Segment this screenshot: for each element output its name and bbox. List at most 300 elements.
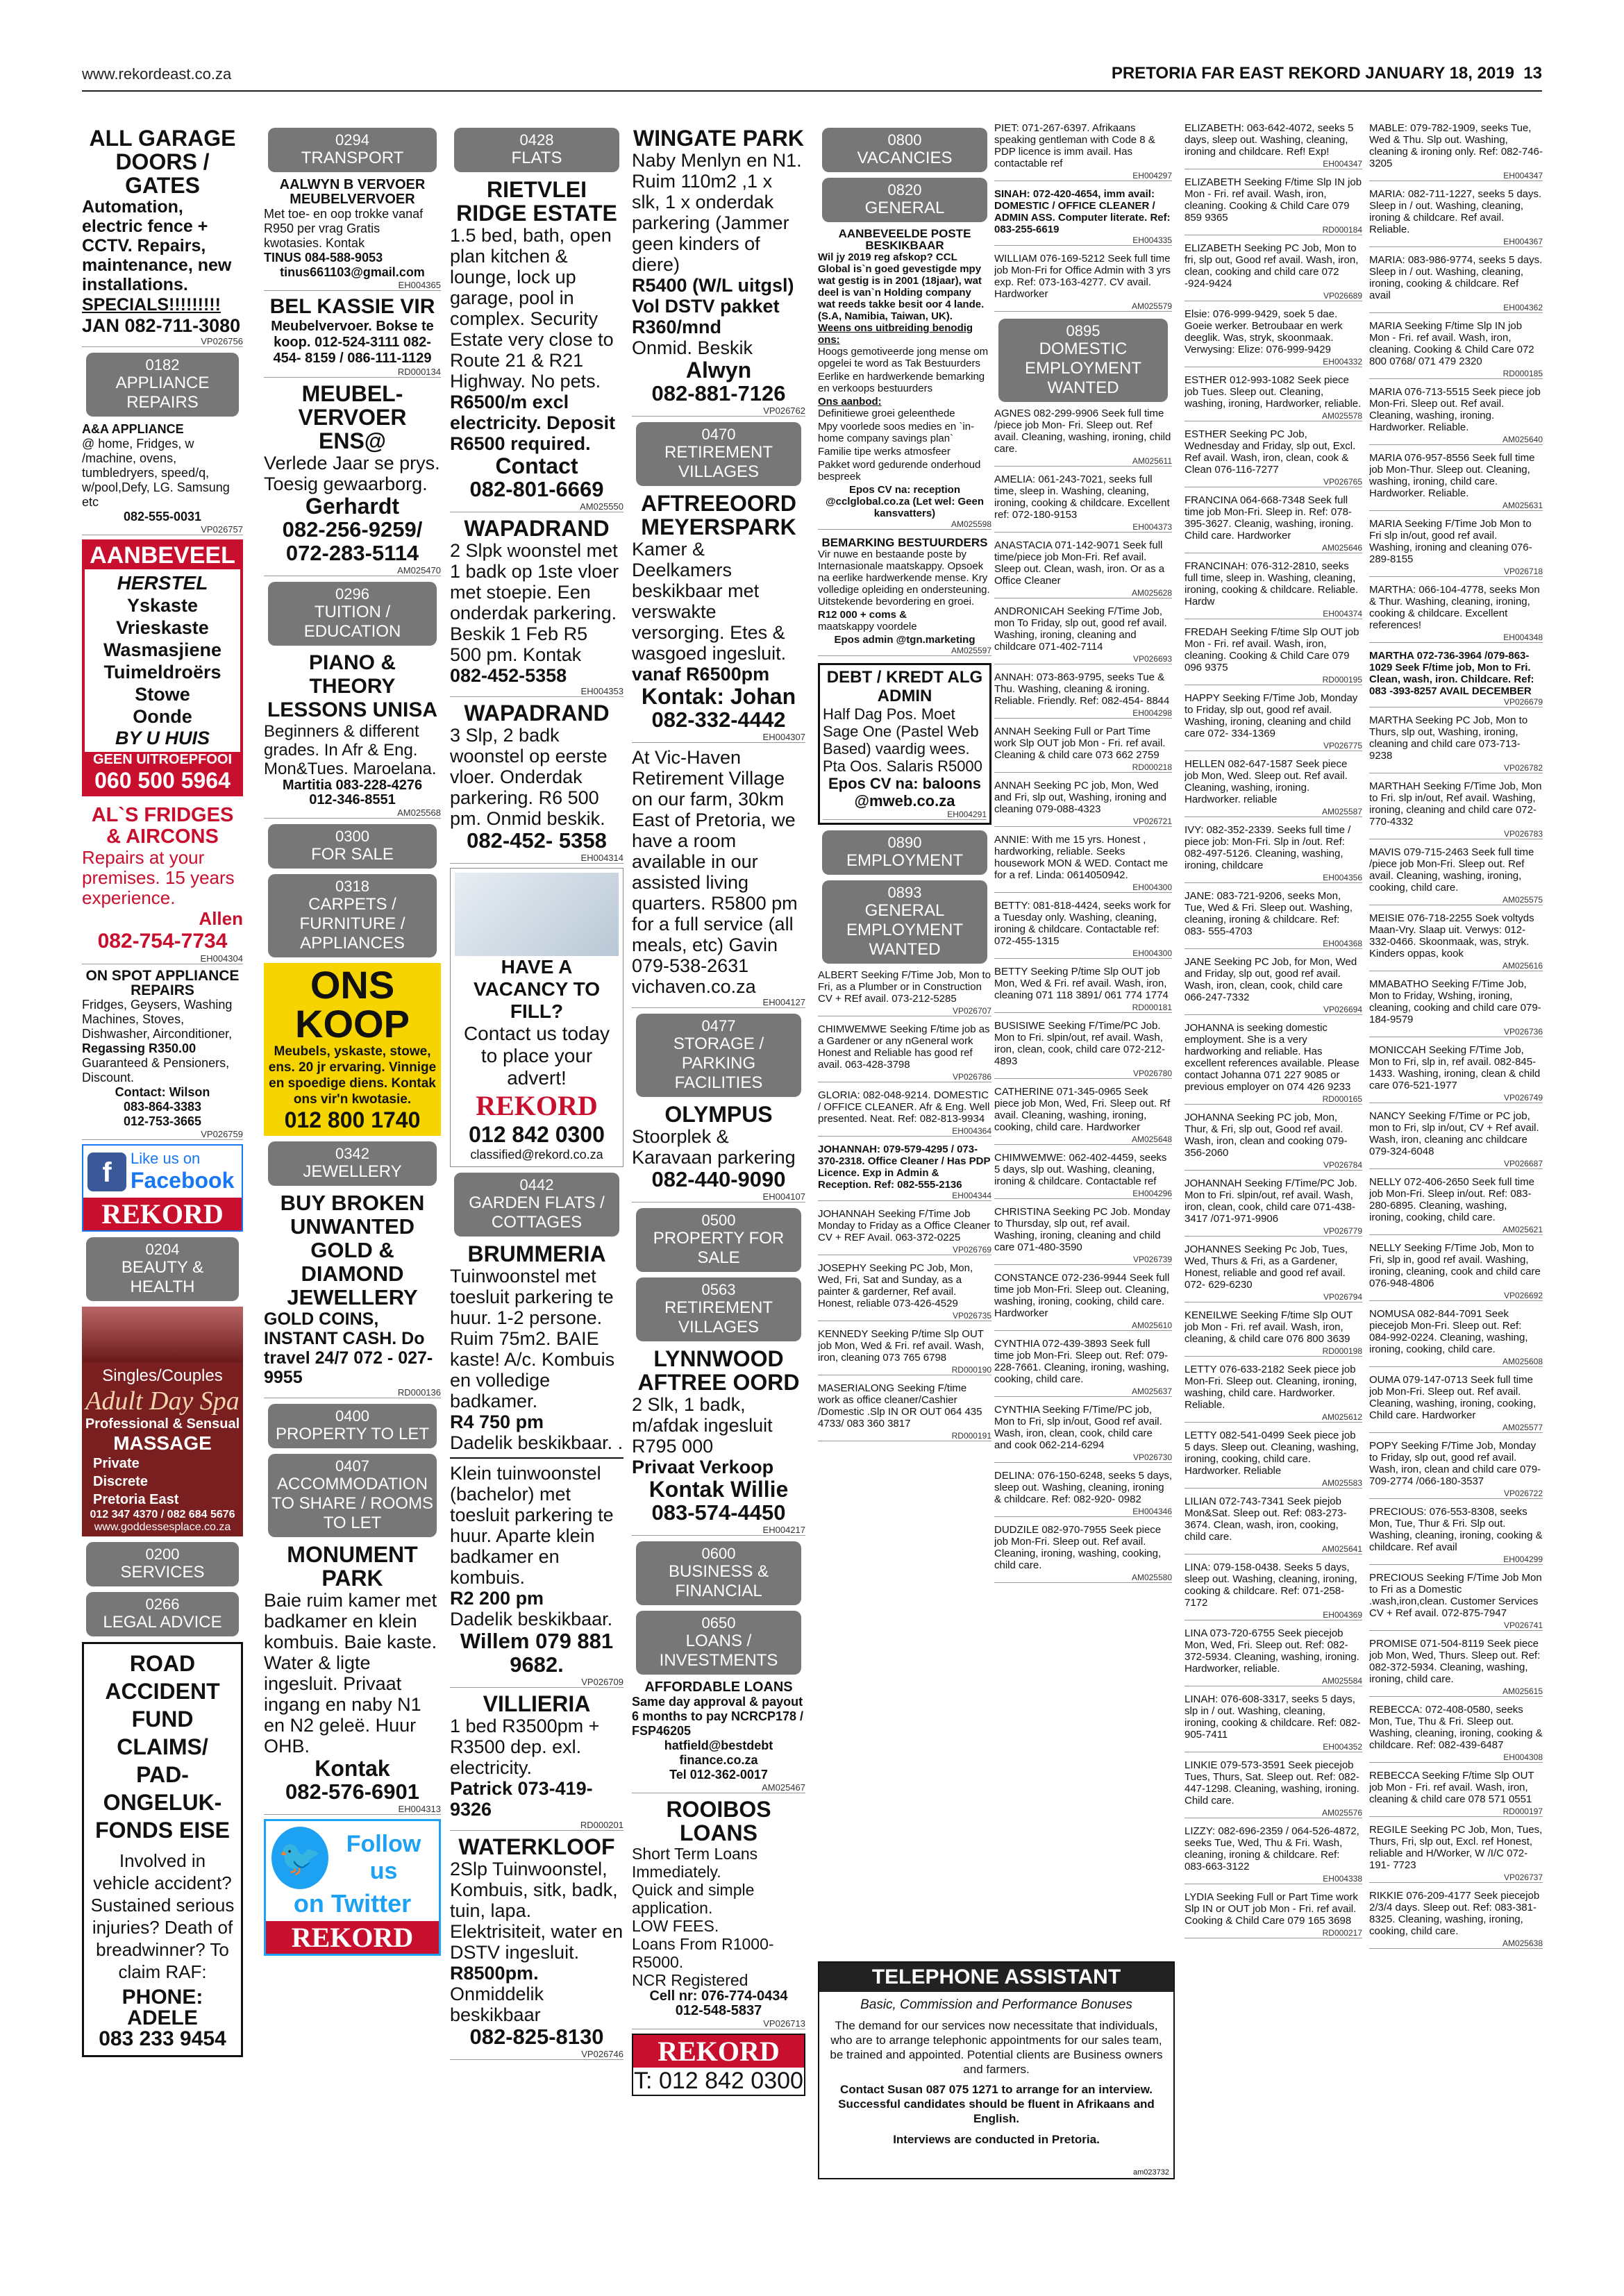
ad-name: Gerhardt bbox=[305, 494, 400, 519]
classified-ad bbox=[1184, 308, 1362, 367]
ad-text: LYDIA Seeking Full or Part Time work Slp IN or OUT job Mon - Fri. ref avail. Cooking & Child Care 079 165 3698 bbox=[1184, 1891, 1358, 1927]
ad-phone: Tel 012-362-0017 bbox=[669, 1768, 768, 1782]
ad-ref: RD000185 bbox=[1369, 369, 1543, 379]
ad-phone: 012-548-5837 bbox=[675, 2003, 762, 2018]
ad-phone: 082-452- 5358 bbox=[467, 828, 607, 853]
tab-0266[interactable] bbox=[86, 1592, 239, 1636]
tab-label: PROPERTY TO LET bbox=[276, 1425, 429, 1443]
tab-number: 0318 bbox=[335, 878, 369, 895]
ad-phone: 082-576-6901 bbox=[285, 1779, 420, 1804]
ad-note: GEEN UITROEPFOOI bbox=[85, 752, 240, 768]
als-fridges-ad bbox=[82, 805, 243, 964]
tab-0650[interactable] bbox=[636, 1611, 801, 1675]
tab-0296[interactable] bbox=[268, 582, 437, 646]
ad-price: R2 200 pm bbox=[450, 1588, 544, 1609]
ad-ref: EH004332 bbox=[1184, 357, 1362, 367]
ad-title: BUY BROKEN UNWANTED GOLD & DIAMOND JEWELLERY bbox=[280, 1191, 425, 1309]
list-item: Familie tipe werks atmosfeer bbox=[818, 446, 951, 458]
ad-text: DUDZILE 082-970-7955 Seek piece job Mon-Fri. Sleep out. Ref avail. Cleaning, ironing, washing, cooking, child care. bbox=[994, 1524, 1162, 1571]
tab-0200[interactable] bbox=[86, 1542, 239, 1586]
ad-ref: EH004373 bbox=[994, 522, 1172, 533]
aalwyn-ad bbox=[264, 178, 441, 291]
ad-title: AANBEVEELDE POSTE BESKIKBAAR bbox=[838, 227, 971, 252]
ad-text: LINKIE 079-573-3591 Seek piecejob Tues, Thurs, Sat. Sleep out. Ref: 082-447-1298. Cleaning, washing, ironing. Child care. bbox=[1184, 1759, 1359, 1807]
tab-0895[interactable] bbox=[998, 319, 1168, 402]
ad-body: Vir nuwe en bestaande poste by Internasionale maatskappy. Opsoek na eerlike hardwerkende mense. Kry volledige opleiding en ondersteuning. Uitstekende bevordering en groei. bbox=[818, 548, 990, 607]
ons-koop-ad bbox=[264, 963, 441, 1136]
classified-ad bbox=[1184, 494, 1362, 553]
ad-email[interactable]: tinus661103@gmail.com bbox=[280, 265, 425, 279]
feature-item: Loans From R1000-R5000. bbox=[632, 1935, 774, 1971]
ad-ref: AM025550 bbox=[450, 501, 623, 512]
ad-price: R8500pm. bbox=[450, 1963, 539, 1984]
tab-number: 0820 bbox=[887, 181, 922, 199]
promo-text: on Twitter bbox=[293, 1889, 412, 1918]
ad-email[interactable]: hatfield@bestdebt finance.co.za bbox=[664, 1738, 773, 1767]
tab-number: 0477 bbox=[701, 1017, 736, 1034]
ad-text: RIKKIE 076-209-4177 Seek piecejob 2/3/4 days. Sleep out. Ref: 083-381-8325. Cleaning, washing, ironing, cooking, child care. bbox=[1369, 1890, 1540, 1937]
meubelvervoer-ad bbox=[264, 382, 441, 576]
ad-price: R5400 (W/L uitgsl) Vol DSTV pakket R360/mnd bbox=[632, 275, 794, 337]
ad-ref: RD000197 bbox=[1369, 1807, 1543, 1817]
aanbeveelde-poste-ad bbox=[818, 228, 991, 530]
ad-phone: Martitia 083-228-4276 bbox=[282, 778, 423, 793]
ad-body: maatskappy voordele bbox=[818, 621, 917, 632]
tab-0800[interactable] bbox=[822, 128, 987, 172]
classified-ad bbox=[1184, 1430, 1362, 1489]
classified-ad bbox=[1184, 1022, 1362, 1105]
tab-0204[interactable] bbox=[86, 1237, 239, 1301]
list-item: Eerlike en hardwerkende bemarking en verkoops bestuurders bbox=[818, 371, 985, 394]
ad-phone: 082-332-4442 bbox=[651, 707, 786, 732]
ad-title: TELEPHONE ASSISTANT bbox=[819, 1963, 1173, 1992]
ad-ref: EH004344 bbox=[818, 1191, 991, 1201]
tab-number: 0342 bbox=[335, 1145, 369, 1162]
classified-ad bbox=[818, 1328, 991, 1375]
tab-0893[interactable] bbox=[822, 880, 987, 964]
service-item: Wasmasjiene bbox=[103, 639, 222, 660]
ad-ref: EH004352 bbox=[1184, 1742, 1362, 1752]
ad-label: PHONE: bbox=[122, 1986, 203, 2009]
ad-text: NELLY Seeking F/Time Job, Mon to Fri, slp in, good ref avail. Washing, ironing, cleaning, cook and child care 076-948-4806 bbox=[1369, 1242, 1541, 1289]
ad-text: AMELIA: 061-243-7021, seeks full time, sleep in. Washing, cleaning, ironing, cooking & childcare. Excellent ref: 072-180-9153 bbox=[994, 474, 1170, 521]
ad-ref: EH004356 bbox=[1184, 873, 1362, 883]
classified-ad bbox=[994, 966, 1172, 1013]
ad-title: A&A APPLIANCE bbox=[82, 422, 184, 436]
tab-number: 0294 bbox=[335, 131, 369, 149]
ad-text: MASERIALONG Seeking F/time work as office cleaner/Cashier /Domestic .Slp IN OR OUT 064 435 4733/ 083 360 3817 bbox=[818, 1382, 982, 1430]
ad-title: DEBT / KREDT ALG ADMIN bbox=[826, 668, 983, 705]
classified-ad bbox=[818, 1382, 991, 1441]
ad-ref: EH004335 bbox=[994, 235, 1172, 246]
promo-body: Contact us today to place your advert! bbox=[463, 1023, 610, 1089]
ad-text: BETTY Seeking P/time Slp OUT job Mon, Wed & Fri. ref avail. Wash, iron, cleaning 071 118 3891/ 061 774 1774 bbox=[994, 966, 1169, 1001]
ad-ref: VP026679 bbox=[1369, 697, 1543, 707]
ad-body: Verlede Jaar se prys. Toesig gewaarborg. bbox=[264, 453, 440, 494]
ad-text: REBECCA Seeking F/time Slp OUT job Mon - Fri. ref avail. Wash, iron, cleaning & child care 078 571 0551 bbox=[1369, 1770, 1534, 1805]
ad-contact: Contact Susan 087 075 1271 to arrange for an interview. Successful candidates should be fluent in Afrikaans and English. bbox=[838, 2083, 1155, 2125]
tab-0300[interactable] bbox=[268, 824, 437, 869]
ad-ref: EH004299 bbox=[1369, 1555, 1543, 1565]
classified-ad bbox=[818, 1262, 991, 1321]
ad-title: AFFORDABLE LOANS bbox=[644, 1679, 793, 1695]
ad-body: Stoorplek & Karavaan parkering bbox=[632, 1126, 796, 1168]
ad-body: At Vic-Haven Retirement Village on our farm, 30km East of Pretoria, we have a room available in our assisted living quarters. R5800 pm for a full service (all meals, etc) Gavin 079-538-2631 vichaven.co.za bbox=[632, 747, 798, 997]
tab-number: 0428 bbox=[519, 131, 554, 149]
ad-phone: 060 500 5964 bbox=[85, 768, 240, 794]
ad-phone: 082-754-7734 bbox=[97, 930, 228, 953]
ad-contact: Epos admin @tgn.marketing bbox=[834, 634, 976, 646]
rietvlei-ad bbox=[450, 178, 623, 512]
classified-ad bbox=[994, 1272, 1172, 1331]
tab-number: 0500 bbox=[701, 1212, 736, 1229]
ad-ref: VP026718 bbox=[1369, 567, 1543, 577]
spa-features bbox=[82, 1455, 243, 1509]
tab-number: 0400 bbox=[335, 1407, 369, 1425]
ad-ref: VP026737 bbox=[1369, 1872, 1543, 1883]
promo-phone: 012 842 0300 bbox=[469, 1122, 605, 1147]
ad-ref: RD000198 bbox=[1184, 1346, 1362, 1357]
service-item: Tuimeldroërs bbox=[103, 662, 221, 682]
ad-text: LINAH: 076-608-3317, seeks 5 days, slp in / out. Washing, cleaning, ironing, cooking & childcare. Ref: 082-905-7411 bbox=[1184, 1693, 1361, 1741]
classified-ad bbox=[1184, 824, 1362, 883]
classified-ad bbox=[1184, 1825, 1362, 1884]
tab-0470[interactable] bbox=[636, 422, 801, 486]
twitter-promo[interactable] bbox=[264, 1819, 441, 1956]
tab-number: 0895 bbox=[1066, 322, 1100, 340]
ad-ref: RD000190 bbox=[818, 1365, 991, 1375]
ad-text: JOHANNES Seeking Pc Job, Tues, Wed, Thurs & Fri, as a Gardener, Honest, reliable and good ref avail. 072- 629-6230 bbox=[1184, 1243, 1348, 1291]
tab-number: 0200 bbox=[145, 1545, 180, 1563]
tab-label: PROPERTY FOR SALE bbox=[653, 1229, 785, 1267]
ad-ref: AM025575 bbox=[1369, 895, 1543, 905]
ad-text: MARTHA: 066-104-4778, seeks Mon & Thur. Washing, cleaning, ironing, cooking & childcare. Excellent references! bbox=[1369, 584, 1540, 631]
classified-ad bbox=[1369, 1110, 1543, 1169]
ad-text: PRECIOUS Seeking F/Time Job Mon to Fri as a Domestic .wash,iron,clean. Customer Services CV + Ref avail. 072-875-7947 bbox=[1369, 1572, 1542, 1619]
tab-number: 0182 bbox=[145, 356, 180, 374]
classified-ad bbox=[1369, 1176, 1543, 1235]
ad-website[interactable]: www.goddessesplace.co.za bbox=[94, 1521, 231, 1533]
ad-ref: RD000184 bbox=[1184, 225, 1362, 235]
ad-title: MEUBEL-VERVOER ENS@ bbox=[298, 381, 407, 453]
classified-ad bbox=[1369, 1704, 1543, 1763]
ad-body: The demand for our services now necessitate that individuals, who are to arrange telephonic appointments for our sales team, be trained and appointed. Potential clients are Business owners and farmers. bbox=[830, 2019, 1163, 2076]
ad-body: 2Slp Tuinwoonstel, Kombuis, sitk, badk, tuin, lapa. Elektrisiteit, water en DSTV ingesluit. bbox=[450, 1859, 623, 1963]
ad-body: Met toe- en oop trokke vanaf R950 per vrag Gratis kwotasies. Kontak bbox=[264, 207, 424, 250]
ad-ref: EH004308 bbox=[1369, 1752, 1543, 1763]
ad-ref: VP026746 bbox=[450, 2049, 623, 2060]
ad-ref: RD000165 bbox=[1184, 1094, 1362, 1105]
ad-ref: AM025628 bbox=[994, 588, 1172, 598]
classified-ad bbox=[994, 1020, 1172, 1079]
ad-ref: AM025610 bbox=[994, 1321, 1172, 1331]
ad-phone: 082-452-5358 bbox=[450, 665, 567, 686]
ad-text: ALBERT Seeking F/Time Job, Mon to Fri, as a Plumber or in Construction CV + REf avail. 073-212-5285 bbox=[818, 969, 991, 1005]
classified-ad bbox=[1184, 1178, 1362, 1237]
ad-text: PROMISE 071-504-8119 Seek piece job Mon, Wed, Thurs. Sleep out. Ref: 082-372-5934. Cleaning, washing, ironing, child care. bbox=[1369, 1638, 1541, 1685]
ad-ref: AM025648 bbox=[994, 1134, 1172, 1145]
ad-text: ELIZABETH Seeking F/time Slp IN job Mon - Fri. ref avail. Wash, iron, cleaning. Cooking & Child Care 079 859 9365 bbox=[1184, 176, 1362, 224]
classified-ad bbox=[1184, 956, 1362, 1015]
classified-ad bbox=[1369, 780, 1543, 839]
ad-text: MARIA: 083-986-9774, seeks 5 days. Sleep in / out. Washing, cleaning, ironing, cooking & childcare. Ref avail bbox=[1369, 254, 1543, 301]
ad-body: Meubelvervoer. Bokse te koop. 012-524-3111 082-454- 8159 / 086-111-1129 bbox=[271, 319, 434, 366]
ad-ref: VP026689 bbox=[1184, 291, 1362, 301]
ad-text: MARTHA Seeking PC Job, Mon to Thurs, slp out, Washing, ironing, cleaning and child care 073-713- 9238 bbox=[1369, 714, 1528, 762]
tab-number: 0800 bbox=[887, 131, 922, 149]
ad-text: KENEILWE Seeking F/time Slp OUT job Mon - Fri. ref avail. Wash, iron, cleaning, & child care 076 800 3639 bbox=[1184, 1309, 1353, 1345]
ad-ref: VP026783 bbox=[1369, 829, 1543, 839]
tab-0442[interactable] bbox=[454, 1173, 619, 1237]
ad-ref: AM025637 bbox=[994, 1386, 1172, 1397]
ad-text: HELLEN 082-647-1587 Seek piece job Mon, Wed. Sleep out. Ref avail. Cleaning, washing, ironing. Hardworker. reliable bbox=[1184, 758, 1348, 805]
ad-ref: AM025584 bbox=[1184, 1676, 1362, 1686]
classified-ad bbox=[1184, 1561, 1362, 1620]
ad-title: ROAD ACCIDENT FUND CLAIMS/ PAD-ONGELUK-FONDS EISE bbox=[95, 1651, 230, 1843]
tab-label: EMPLOYMENT bbox=[846, 851, 964, 870]
villieria-ad bbox=[450, 1692, 623, 1831]
ad-title: ALL GARAGE DOORS / GATES bbox=[89, 126, 236, 198]
ad-body: Meubels, yskaste, stowe, ens. 20 jr ervaring. Vinnige en spoedige diens. Kontak ons vir'n kwotasie. bbox=[268, 1044, 437, 1107]
ad-ref: EH004369 bbox=[1184, 1610, 1362, 1620]
ad-note: Interviews are conducted in Pretoria. bbox=[893, 2133, 1100, 2146]
ad-body: Beginners & different grades. In Afr & Eng. Mon&Tues. Maroelana. bbox=[264, 722, 437, 778]
bel-kassie-ad bbox=[264, 295, 441, 378]
ad-body: Professional & Sensual bbox=[85, 1416, 240, 1432]
header-rule bbox=[82, 90, 1542, 92]
tab-label: GARDEN FLATS / COTTAGES bbox=[469, 1193, 605, 1232]
ad-body: 1 bed R3500pm + R3500 dep. exl. electricity. bbox=[450, 1716, 600, 1778]
classified-ad bbox=[994, 539, 1172, 598]
tab-0182[interactable] bbox=[86, 353, 239, 417]
facebook-promo[interactable] bbox=[82, 1144, 243, 1232]
tab-number: 0296 bbox=[335, 585, 369, 603]
ad-ref: AM025621 bbox=[1369, 1225, 1543, 1235]
ad-text: JOHANNAH Seeking F/Time Job Monday to Friday as a Office Cleaner CV + REF Avail. 063-372-0225 bbox=[818, 1208, 991, 1243]
classified-ad bbox=[1184, 560, 1362, 619]
column-4 bbox=[632, 122, 805, 2096]
ad-text: DELINA: 076-150-6248, seeks 5 days, sleep out. Washing, cleaning, ironing & childcare. Ref: 082-920- 0982 bbox=[994, 1470, 1172, 1505]
tab-0342[interactable] bbox=[268, 1141, 437, 1186]
classified-ad bbox=[1184, 428, 1362, 487]
column-7 bbox=[1184, 122, 1362, 1945]
ad-ref: VP026694 bbox=[1184, 1005, 1362, 1015]
ad-text: OUMA 079-147-0713 Seek full time job Mon-Fri. Sleep out. Ref avail. Cleaning, washing, ironing, cooking, Child care. Hardworker bbox=[1369, 1374, 1537, 1421]
ad-ref: VP026749 bbox=[1369, 1093, 1543, 1103]
bemarking-ad bbox=[818, 537, 991, 656]
ad-ref: RD000136 bbox=[264, 1387, 441, 1398]
ad-title: BEMARKING BESTUURDERS bbox=[821, 536, 988, 549]
classified-ad bbox=[994, 834, 1172, 893]
tab-0407[interactable] bbox=[268, 1454, 437, 1537]
ad-text: PRECIOUS: 076-553-8308, seeks Mon, Tue, Thur & Fri. Slp out. Washing, cleaning, ironing, cooking & childcare. Ref avail bbox=[1369, 1506, 1543, 1553]
ad-phone: 082-555-0031 bbox=[123, 510, 202, 523]
ad-ref: AM025576 bbox=[1184, 1808, 1362, 1818]
classified-ad bbox=[1369, 452, 1543, 511]
classified-ad bbox=[1184, 758, 1362, 817]
ad-body: Guaranteed & Pensioners, Discount. bbox=[82, 1056, 230, 1084]
classified-ad bbox=[994, 1086, 1172, 1145]
ad-text: LETTY 076-633-2182 Seek piece job Mon-Fri. Sleep out. Cleaning, ironing, washing, child care. Hardworker. Reliable. bbox=[1184, 1364, 1357, 1411]
ad-ref: EH004313 bbox=[264, 1804, 441, 1815]
ad-title: AALWYN B VERVOER MEUBELVERVOER bbox=[279, 177, 426, 207]
employment-listings bbox=[1369, 122, 1543, 1949]
classified-ad bbox=[1369, 912, 1543, 971]
tab-0477[interactable] bbox=[636, 1014, 801, 1097]
ad-ref: VP026721 bbox=[994, 816, 1172, 827]
ad-ref: EH004298 bbox=[994, 708, 1172, 719]
ad-ref: AM025638 bbox=[1369, 1938, 1543, 1949]
classified-ad bbox=[1369, 320, 1543, 379]
brummeria-ad bbox=[450, 1242, 623, 1688]
classified-ad bbox=[1369, 1044, 1543, 1103]
classified-ad bbox=[994, 1404, 1172, 1463]
classified-ad bbox=[994, 408, 1172, 467]
ad-ref: EH004314 bbox=[450, 853, 623, 864]
tab-0820[interactable] bbox=[822, 178, 987, 222]
ad-text: LETTY 082-541-0499 Seek piece job 5 days. Sleep out. Cleaning, washing, ironing, cooking, child care. Hardworker. Reliable bbox=[1184, 1430, 1359, 1477]
column-6 bbox=[994, 122, 1172, 1590]
publication-title: PRETORIA FAR EAST REKORD JANUARY 18, 2019 bbox=[1111, 64, 1514, 83]
classified-ad bbox=[1184, 122, 1362, 169]
promo-email[interactable]: classified@rekord.co.za bbox=[470, 1148, 603, 1162]
gold-jewellery-ad bbox=[264, 1191, 441, 1398]
classified-ad bbox=[1369, 1770, 1543, 1817]
ad-text: FRANCINA 064-668-7348 Seek full time job Mon-Fri. Sleep in. Ref: 078-395-3627. Cleanig, washing, ironing. Child care. Hardworker bbox=[1184, 494, 1354, 542]
ad-text: MEISIE 076-718-2255 Soek voltyds Maan-Vry. Slaap uit. Verwys: 012-332-0466. Skoonmaak, was, stryk. Kinders oppas, kook bbox=[1369, 912, 1534, 960]
ad-text: ANDRONICAH Seeking F/Time Job, mon To Friday, slp out, good ref avail. Washing, ironing, cleaning and childcare 071-402-7114 bbox=[994, 605, 1167, 653]
ad-body: 2 Slk, 1 badk, m/afdak ingesluit R795 000 bbox=[632, 1394, 773, 1457]
ad-ref: VP026713 bbox=[632, 2018, 805, 2029]
tab-label: BEAUTY & HEALTH bbox=[121, 1258, 204, 1296]
ad-body: Fridges, Geysers, Washing Machines, Stoves, Dishwasher, Airconditioner, bbox=[82, 998, 233, 1041]
ad-body: Baie ruim kamer met badkamer en klein kombuis. Baie kaste. Water & ligte ingesluit. Privaat ingang en naby N1 en N2 geleë. Huur OHB. bbox=[264, 1590, 437, 1757]
site-url[interactable]: www.rekordeast.co.za bbox=[82, 65, 232, 83]
rooibos-loans-ad bbox=[632, 1798, 805, 2029]
ad-phone: 082-256-9259/ 072-283-5114 bbox=[282, 517, 423, 565]
column-3 bbox=[450, 122, 623, 2064]
ad-ref: AM025611 bbox=[994, 456, 1172, 467]
ad-subtitle: Singles/Couples bbox=[102, 1366, 223, 1385]
ad-phone: 082-801-6669 bbox=[469, 477, 604, 501]
raf-claims-ad bbox=[82, 1642, 243, 2057]
ad-text: MMABATHO Seeking F/Time Job, Mon to Friday, Wshing, ironing, cleaning, cooking and child care 079- 184-9579 bbox=[1369, 978, 1541, 1025]
classified-ad bbox=[1369, 188, 1543, 247]
classified-ad bbox=[994, 900, 1172, 959]
ad-ref: RD000195 bbox=[1184, 675, 1362, 685]
ad-phone: 012 347 4370 / 082 684 5676 bbox=[90, 1509, 235, 1520]
piano-ad bbox=[264, 651, 441, 819]
tab-number: 0442 bbox=[519, 1176, 554, 1193]
service-item: Stowe bbox=[135, 684, 190, 705]
ad-text: CONSTANCE 072-236-9944 Seek full time job Mon-Fri. Sleep out. Cleaning, washing, ironing, cooking, child care. Hardworker bbox=[994, 1272, 1170, 1319]
employment-listings bbox=[994, 408, 1172, 1583]
ad-ref: EH004365 bbox=[264, 280, 441, 291]
ad-text: CHRISTINA Seeking PC Job. Monday to Thursday, slp out, ref avail. Washing, ironing, cleaning and child care 071-480-3590 bbox=[994, 1206, 1171, 1253]
classified-ad bbox=[818, 1143, 991, 1201]
tab-0563[interactable] bbox=[636, 1277, 801, 1341]
ad-title: WAPADRAND bbox=[464, 516, 610, 541]
tab-label: ACCOMMODATION TO SHARE / ROOMS TO LET bbox=[271, 1475, 433, 1532]
ad-ref: AM025577 bbox=[1369, 1423, 1543, 1433]
ad-ref: AM025641 bbox=[1184, 1544, 1362, 1555]
ad-ref: EH004300 bbox=[994, 948, 1172, 959]
tab-0400[interactable] bbox=[268, 1404, 437, 1448]
ad-price: R12 000 + coms & bbox=[818, 609, 907, 621]
ad-ref: VP026722 bbox=[1369, 1489, 1543, 1499]
ad-phone: 012 800 1740 bbox=[284, 1107, 421, 1132]
ad-ref: EH004217 bbox=[632, 1525, 805, 1536]
ad-ref: VP026769 bbox=[818, 1245, 991, 1255]
tab-0600[interactable] bbox=[636, 1541, 801, 1605]
classified-ad bbox=[1369, 1506, 1543, 1565]
ad-contact: Epos CV na: reception @cclglobal.co.za (Let wel: Geen kansvatters) bbox=[825, 484, 984, 519]
tab-label: LEGAL ADVICE bbox=[103, 1613, 222, 1632]
tab-0500[interactable] bbox=[636, 1208, 801, 1272]
employment-listings bbox=[818, 969, 991, 1441]
ad-text: ANNAH: 073-863-9795, seeks Tue & Thu. Washing, cleaning & ironing. Reliable. Friendly. Ref: 082-454- 8844 bbox=[994, 671, 1170, 707]
ad-ref: EH004347 bbox=[1184, 159, 1362, 169]
vic-haven-ad bbox=[632, 747, 805, 1008]
feature-item: Short Term Loans Immediately. bbox=[632, 1845, 758, 1881]
ad-text: ELIZABETH Seeking PC Job, Mon to fri, slp out, Good ref avail. Wash, iron, clean, cooking and child care 072 -924-9424 bbox=[1184, 242, 1359, 290]
tab-label: TRANSPORT bbox=[301, 149, 404, 167]
ad-phone: 082-825-8130 bbox=[469, 2025, 604, 2049]
ad-contact: Epos CV na: baloons @mweb.co.za bbox=[828, 775, 982, 810]
ad-ref: VP026775 bbox=[1184, 741, 1362, 751]
twitter-icon: 🐦 bbox=[271, 1827, 328, 1889]
ad-ref: EH004364 bbox=[818, 1126, 991, 1137]
ad-ref: AM025597 bbox=[818, 646, 991, 656]
classified-ad bbox=[1369, 978, 1543, 1037]
garage-doors-ad bbox=[82, 126, 243, 347]
ad-ref: VP026762 bbox=[632, 405, 805, 417]
classified-ad bbox=[1184, 1112, 1362, 1171]
tab-0428[interactable] bbox=[454, 128, 619, 172]
ad-text: JOHANNAH Seeking F/Time/PC Job. Mon to Fri. slpin/out, ref avail. Wash, iron, clean, cook, child care 071-438-3417 /071-971-9906 bbox=[1184, 1178, 1357, 1225]
ad-ref: EH004300 bbox=[994, 882, 1172, 893]
on-spot-ad bbox=[82, 969, 243, 1140]
classified-ad bbox=[1184, 1495, 1362, 1555]
classified-ad bbox=[1184, 626, 1362, 685]
ad-text: LIZZY: 082-696-2359 / 064-526-4872, seeks Tue, Wed, Thu & Fri. Wash, cleaning, ironing & childcare. Ref: 083-663-3122 bbox=[1184, 1825, 1359, 1872]
ad-ref: EH004348 bbox=[1369, 632, 1543, 643]
ad-body: Dadelik beskikbaar. . bbox=[450, 1432, 623, 1453]
classified-ad bbox=[1184, 890, 1362, 949]
classified-ad bbox=[1369, 1242, 1543, 1301]
rekord-logo: REKORD bbox=[476, 1090, 598, 1121]
ad-title: WINGATE PARK bbox=[633, 126, 804, 151]
ad-price: vanaf R6500pm bbox=[632, 664, 770, 685]
ad-title: AL`S FRIDGES & AIRCONS bbox=[91, 804, 234, 848]
ad-contact: Kontak: Johan bbox=[641, 684, 796, 709]
ad-body: Wil jy 2019 reg afskop? CCL Global is`n goed gevestigde mpy wat gestig is in 2001 (18jaar), wat deel is van`n Holding company wat reeds takke besit oor 4 lande. (S.A, Namibia, Taiwan, UK). bbox=[818, 251, 985, 322]
ad-title: WAPADRAND bbox=[464, 701, 610, 726]
ad-ref: VP026730 bbox=[994, 1452, 1172, 1463]
ad-body: 1.5 bed, bath, open plan kitchen & lounge, lock up garage, pool in complex. Security Estate very close to Route 21 & R21 Highway. No pets. bbox=[450, 225, 614, 392]
classified-ad bbox=[994, 1524, 1172, 1583]
lynnwood-ad bbox=[632, 1347, 805, 1536]
tab-0294[interactable] bbox=[268, 128, 437, 172]
ad-ref: EH004291 bbox=[823, 810, 987, 820]
ad-ref: VP026692 bbox=[1369, 1291, 1543, 1301]
ad-text: JOHANNA Seeking PC job, Mon, Thur, & Fri, slp out, Good ref avail. Wash, iron, clean and cooking 079- 356-2060 bbox=[1184, 1112, 1348, 1159]
tab-0890[interactable] bbox=[822, 830, 987, 875]
classified-ad bbox=[1369, 584, 1543, 643]
tab-number: 0650 bbox=[701, 1614, 736, 1632]
tab-0318[interactable] bbox=[268, 874, 437, 957]
spa-photo bbox=[82, 1307, 243, 1362]
